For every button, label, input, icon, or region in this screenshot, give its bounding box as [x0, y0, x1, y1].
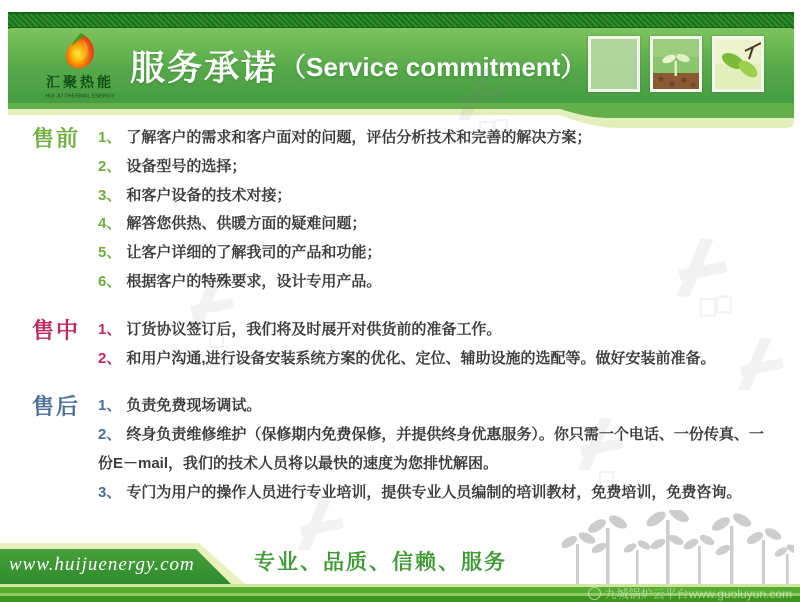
thumbnail-green-square	[588, 36, 640, 92]
list-item: 2、 和用户沟通,进行设备安装系统方案的优化、定位、辅助设施的选配等。做好安装前准备。	[98, 349, 716, 367]
list-item: 1、 订货协议签订后，我们将及时展开对供货前的准备工作。	[98, 320, 502, 338]
pre-sale-list	[98, 124, 774, 297]
bottom-watermark	[588, 584, 792, 602]
sprout-decoration	[562, 510, 794, 584]
company-logo	[30, 31, 130, 100]
watermark-text: 九城锅炉云平台www.guoluyun.com	[604, 586, 792, 601]
watermark-circle-icon	[588, 587, 601, 600]
mid-sale-list	[98, 316, 774, 374]
header-thumbnails	[588, 36, 764, 92]
section-label-pre-sale: 售前	[32, 126, 81, 151]
logo-subtitle: HUI JU THERMAL ENERGY	[45, 93, 115, 100]
list-item: 1、 了解客户的需求和客户面对的问题，评估分析技术和完善的解决方案；	[98, 129, 592, 146]
list-item: 3、 和客户设备的技术对接；	[98, 186, 292, 204]
section-after-sale	[32, 392, 774, 507]
list-item: 4、 解答您供热、供暖方面的疑难问题；	[98, 215, 367, 233]
list-item: 5、 让客户详细的了解我司的产品和功能；	[98, 244, 382, 262]
list-item: 3、 专门为用户的操作人员进行专业培训，提供专业人员编制的培训教材，免费培训，免费咨询。	[98, 483, 742, 501]
title-chinese: 服务承诺	[130, 48, 279, 88]
hatched-top-band	[8, 12, 794, 29]
slide-body	[32, 124, 774, 527]
flame-icon	[61, 31, 99, 71]
footer-slogan: 专业、品质、信赖、服务	[254, 551, 507, 574]
section-label-mid-sale: 售中	[32, 317, 81, 343]
section-pre-sale	[32, 124, 774, 297]
website-url: www.huijuenergy.com	[9, 554, 195, 575]
section-mid-sale	[32, 316, 774, 374]
header-band	[8, 28, 794, 103]
title-english: （Service commitment）	[280, 52, 587, 82]
list-item: 1、 负责免费现场调试。	[98, 397, 262, 415]
section-label-after-sale: 售后	[32, 394, 81, 420]
thumbnail-seedling-photo	[650, 36, 702, 92]
after-sale-list	[98, 392, 774, 507]
header-underline-pale	[8, 109, 568, 115]
list-item: 2、 终身负责维修维护（保修期内免费保修，并提供终身优惠服务）。你只需一个电话、一份传真、一份E－mail，我们的技术人员将以最快的速度为您排忧解困。	[98, 426, 764, 472]
logo-name: 汇聚热能	[46, 74, 114, 90]
list-item: 6、 根据客户的特殊要求，设计专用产品。	[98, 272, 382, 290]
list-item: 2、 设备型号的选择；	[98, 157, 247, 175]
thumbnail-leaves-photo	[712, 36, 764, 92]
page-title	[130, 28, 586, 103]
